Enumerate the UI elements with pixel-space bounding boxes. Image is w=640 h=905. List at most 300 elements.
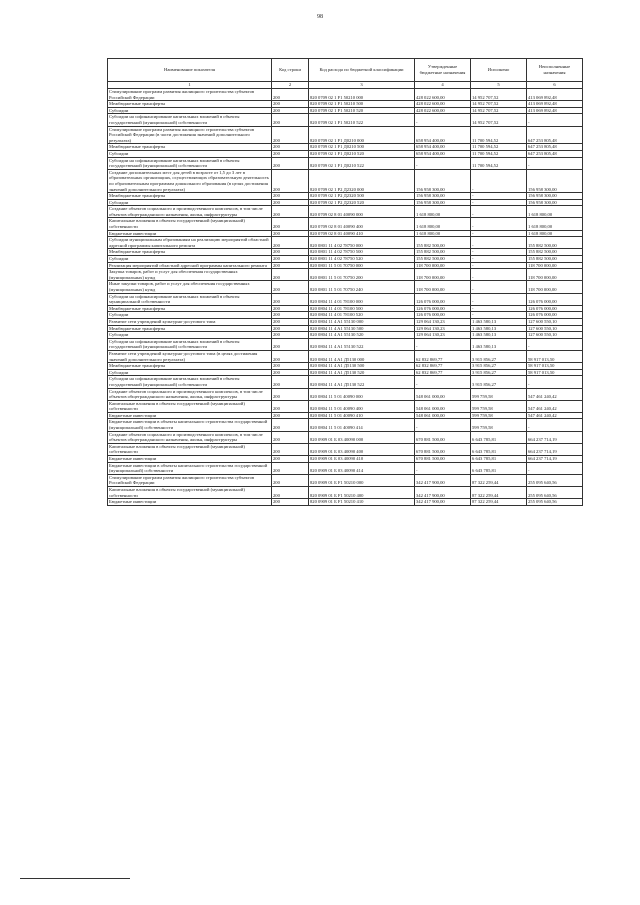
row-budget-code: 820 0709 02 1 P2 Д2320 500 (309, 193, 415, 200)
row-approved: 342 417 900,00 (415, 487, 471, 499)
row-executed: 6 643 785,81 (471, 456, 527, 463)
row-budget-code: 820 0709 02 1 P2 Д2320 520 (309, 199, 415, 206)
row-unexecuted: 155 882 500,00 (527, 249, 583, 256)
row-approved: 118 700 000,00 (415, 269, 471, 281)
row-line-code: 200 (272, 332, 309, 339)
row-budget-code: 820 0804 11 5 01 40090 414 (309, 419, 415, 431)
row-approved: 118 700 000,00 (415, 281, 471, 293)
row-name: Субсидии (108, 312, 272, 319)
row-line-code: 200 (272, 150, 309, 157)
row-name: Субсидии (108, 199, 272, 206)
row-executed: 599 759,58 (471, 388, 527, 400)
row-budget-code: 820 0709 02 8 01 40090 410 (309, 230, 415, 237)
row-unexecuted: 255 095 640,56 (527, 499, 583, 506)
row-unexecuted: 155 882 500,00 (527, 237, 583, 249)
row-unexecuted: 58 917 013,50 (527, 363, 583, 370)
row-unexecuted: 664 237 714,19 (527, 431, 583, 443)
row-name: Реализация мероприятий областной адресной программы капитального ремонта (108, 262, 272, 269)
table-row (108, 305, 583, 312)
row-line-code: 200 (272, 107, 309, 114)
row-executed: 11 700 594,52 (471, 144, 527, 151)
table-row (108, 499, 583, 506)
header-name: Наименование показателя (108, 59, 272, 82)
row-unexecuted: - (527, 376, 583, 388)
row-approved: 658 954 400,00 (415, 144, 471, 151)
row-approved: 548 061 000,00 (415, 388, 471, 400)
row-line-code: 200 (272, 126, 309, 144)
row-name: Развитие сети учреждений культурно-досугового типа (108, 318, 272, 325)
table-row (108, 487, 583, 499)
row-line-code: 200 (272, 157, 309, 169)
row-approved: 126 076 000,00 (415, 312, 471, 319)
row-budget-code: 820 0909 01 Б F1 50210 410 (309, 499, 415, 506)
row-name: Межбюджетные трансферты (108, 305, 272, 312)
row-budget-code: 820 0801 11 5 01 70750 000 (309, 262, 415, 269)
page-number: 98 (317, 14, 323, 20)
table-row (108, 325, 583, 332)
row-executed: - (471, 237, 527, 249)
table-body (108, 89, 583, 506)
row-approved: 155 882 500,00 (415, 249, 471, 256)
row-approved: 155 882 500,00 (415, 237, 471, 249)
row-line-code: 200 (272, 249, 309, 256)
row-approved: 428 022 600,00 (415, 107, 471, 114)
row-approved: 126 076 000,00 (415, 293, 471, 305)
row-name: Закупка товаров, работ и услуг для обеспечения государственных (муниципальных) нужд (108, 269, 272, 281)
row-budget-code: 820 0801 11 5 01 70750 200 (309, 269, 415, 281)
row-executed: - (471, 293, 527, 305)
header-unexecuted: Неисполненные назначения (527, 59, 583, 82)
row-unexecuted: 1 618 800,00 (527, 218, 583, 230)
row-executed: - (471, 249, 527, 256)
table-row (108, 169, 583, 192)
row-approved: 118 700 000,00 (415, 262, 471, 269)
row-unexecuted: 126 076 000,00 (527, 293, 583, 305)
row-approved: 62 832 869,77 (415, 369, 471, 376)
header-line-code: Код строки (272, 59, 309, 82)
table-row (108, 101, 583, 108)
row-line-code: 200 (272, 419, 309, 431)
row-unexecuted: 664 237 714,19 (527, 456, 583, 463)
row-name: Капитальные вложения в объекты государственной (муниципальной) собственности (108, 487, 272, 499)
row-budget-code: 820 0709 02 1 F1 Д0210 522 (309, 157, 415, 169)
table-row (108, 400, 583, 412)
row-approved: - (415, 462, 471, 474)
row-unexecuted: - (527, 114, 583, 126)
row-name: Развитие сети учреждений культурно-досугового типа (в целях достижения значений дополнительного результата) (108, 350, 272, 362)
row-line-code: 200 (272, 312, 309, 319)
row-budget-code: 820 0709 02 8 01 40090 400 (309, 218, 415, 230)
row-budget-code: 820 0804 11 4 A1 Д5130 522 (309, 376, 415, 388)
row-approved: - (415, 338, 471, 350)
column-number-row (108, 82, 583, 89)
row-approved: 670 881 500,00 (415, 443, 471, 455)
row-budget-code: 820 0801 11 5 01 70750 240 (309, 281, 415, 293)
row-executed: 3 915 856,27 (471, 376, 527, 388)
table-row (108, 350, 583, 362)
column-number: 3 (309, 82, 415, 89)
table-row (108, 338, 583, 350)
row-name: Иные закупки товаров, работ и услуг для обеспечения государственных (муниципальных) нужд (108, 281, 272, 293)
row-executed: - (471, 218, 527, 230)
table-row (108, 262, 583, 269)
row-budget-code: 820 0709 02 1 F1 50210 000 (309, 89, 415, 101)
table-row (108, 431, 583, 443)
table-row (108, 412, 583, 419)
row-budget-code: 820 0709 02 1 F1 Д0210 000 (309, 126, 415, 144)
row-unexecuted: 255 095 640,56 (527, 487, 583, 499)
row-budget-code: 820 0804 11 4 01 78100 520 (309, 312, 415, 319)
row-approved: - (415, 114, 471, 126)
row-executed: 14 952 707,52 (471, 114, 527, 126)
row-unexecuted: 547 461 240,42 (527, 388, 583, 400)
row-budget-code: 820 0804 11 4 A1 55130 000 (309, 318, 415, 325)
row-approved: 156 958 300,00 (415, 169, 471, 192)
row-executed: 3 915 856,27 (471, 350, 527, 362)
row-line-code: 200 (272, 388, 309, 400)
row-executed: - (471, 169, 527, 192)
row-unexecuted: 156 958 300,00 (527, 169, 583, 192)
row-executed: 87 322 259,44 (471, 499, 527, 506)
row-approved: 155 882 500,00 (415, 256, 471, 263)
row-budget-code: 820 0804 11 5 01 40090 410 (309, 412, 415, 419)
row-budget-code: 820 0804 11 4 01 78100 000 (309, 293, 415, 305)
row-executed: 599 759,58 (471, 400, 527, 412)
table-row (108, 419, 583, 431)
row-unexecuted: 118 700 000,00 (527, 269, 583, 281)
row-name: Субсидии на софинансирование капитальных вложений в объекты государственной (муниципальной) собственности (108, 157, 272, 169)
row-line-code: 200 (272, 193, 309, 200)
row-name: Бюджетные инвестиции в объекты капитального строительства государственной (муниципальной) собственности (108, 462, 272, 474)
row-unexecuted: 547 461 240,42 (527, 400, 583, 412)
table-row (108, 256, 583, 263)
row-executed: 6 643 785,81 (471, 443, 527, 455)
table-row (108, 193, 583, 200)
row-budget-code: 820 0804 11 4 A1 55130 522 (309, 338, 415, 350)
row-executed: 6 643 785,81 (471, 431, 527, 443)
row-approved: 129 064 130,23 (415, 332, 471, 339)
row-approved: 1 618 800,00 (415, 206, 471, 218)
row-name: Бюджетные инвестиции (108, 499, 272, 506)
row-line-code: 200 (272, 456, 309, 463)
table-row (108, 363, 583, 370)
row-executed: 87 322 259,44 (471, 474, 527, 486)
table-row (108, 456, 583, 463)
row-unexecuted: 647 253 805,48 (527, 126, 583, 144)
row-approved: 428 022 600,00 (415, 89, 471, 101)
row-executed: 1 463 580,13 (471, 338, 527, 350)
row-name: Бюджетные инвестиции (108, 230, 272, 237)
row-executed: - (471, 199, 527, 206)
row-unexecuted: - (527, 462, 583, 474)
row-line-code: 200 (272, 400, 309, 412)
row-line-code: 200 (272, 443, 309, 455)
row-budget-code: 820 0909 01 Б F1 50210 400 (309, 487, 415, 499)
table-row (108, 89, 583, 101)
row-budget-code: 820 0801 11 4 02 78750 500 (309, 249, 415, 256)
row-line-code: 200 (272, 256, 309, 263)
table-row (108, 293, 583, 305)
row-budget-code: 820 0804 11 4 A1 Д5130 500 (309, 363, 415, 370)
row-executed: - (471, 305, 527, 312)
row-line-code: 200 (272, 230, 309, 237)
row-unexecuted: 413 069 892,48 (527, 107, 583, 114)
row-executed: 87 322 259,44 (471, 487, 527, 499)
row-budget-code: 820 0801 11 4 02 78750 520 (309, 256, 415, 263)
row-name: Создание объектов социального и производственного комплексов, в том числе объектов общегражданского назначения, жилья, инфраструктуры (108, 388, 272, 400)
row-line-code: 200 (272, 237, 309, 249)
row-line-code: 200 (272, 89, 309, 101)
row-approved: 129 064 130,23 (415, 325, 471, 332)
table-row (108, 199, 583, 206)
table-row (108, 369, 583, 376)
row-executed: 14 952 707,52 (471, 101, 527, 108)
row-approved: 658 954 400,00 (415, 126, 471, 144)
row-executed: 1 463 580,13 (471, 318, 527, 325)
header-row (108, 59, 583, 82)
row-unexecuted: 1 618 800,00 (527, 230, 583, 237)
row-name: Межбюджетные трансферты (108, 144, 272, 151)
row-line-code: 200 (272, 462, 309, 474)
row-line-code: 200 (272, 376, 309, 388)
row-budget-code: 820 0804 11 4 A1 55130 500 (309, 325, 415, 332)
row-budget-code: 820 0804 11 5 01 40090 400 (309, 400, 415, 412)
row-unexecuted: 58 917 013,50 (527, 350, 583, 362)
table-row (108, 376, 583, 388)
row-line-code: 200 (272, 293, 309, 305)
table-row (108, 144, 583, 151)
row-approved: 548 061 000,00 (415, 400, 471, 412)
table-row (108, 443, 583, 455)
row-line-code: 200 (272, 199, 309, 206)
row-executed: - (471, 312, 527, 319)
row-executed: 599 759,58 (471, 419, 527, 431)
table-row (108, 230, 583, 237)
row-line-code: 200 (272, 206, 309, 218)
row-name: Стимулирование программ развития жилищного строительства субъектов Российской Федерации (в части достижения значений дополнительного результата) (108, 126, 272, 144)
row-executed: - (471, 281, 527, 293)
header-executed: Исполнено (471, 59, 527, 82)
row-line-code: 200 (272, 281, 309, 293)
row-executed: - (471, 269, 527, 281)
table-row (108, 150, 583, 157)
row-line-code: 200 (272, 305, 309, 312)
row-name: Капитальные вложения в объекты государственной (муниципальной) собственности (108, 400, 272, 412)
row-name: Стимулирование программ развития жилищного строительства субъектов Российской Федерации (108, 89, 272, 101)
row-unexecuted: - (527, 419, 583, 431)
row-executed: 599 759,58 (471, 412, 527, 419)
row-line-code: 200 (272, 431, 309, 443)
row-budget-code: 820 0709 02 1 F1 Д0210 500 (309, 144, 415, 151)
row-approved: 342 417 900,00 (415, 499, 471, 506)
row-unexecuted: 1 618 800,00 (527, 206, 583, 218)
row-name: Капитальные вложения в объекты государственной (муниципальной) собственности (108, 443, 272, 455)
row-name: Бюджетные инвестиции в объекты капитального строительства государственной (муниципальной) собственности (108, 419, 272, 431)
row-approved: 156 958 300,00 (415, 193, 471, 200)
column-number: 5 (471, 82, 527, 89)
row-approved: 1 618 800,00 (415, 218, 471, 230)
row-name: Создание объектов социального и производственного комплексов, в том числе объектов общегражданского назначения, жилья, инфраструктуры (108, 206, 272, 218)
row-unexecuted: 127 600 550,10 (527, 325, 583, 332)
row-approved: - (415, 419, 471, 431)
row-budget-code: 820 0709 02 1 F1 50210 500 (309, 101, 415, 108)
row-budget-code: 820 0804 11 5 01 40090 000 (309, 388, 415, 400)
row-approved: 428 022 600,00 (415, 101, 471, 108)
table-row (108, 249, 583, 256)
row-unexecuted: 413 069 892,48 (527, 89, 583, 101)
header-budget-code: Код расхода по бюджетной классификации (309, 59, 415, 82)
row-approved: 658 954 400,00 (415, 150, 471, 157)
row-name: Капитальные вложения в объекты государственной (муниципальной) собственности (108, 218, 272, 230)
row-name: Субсидии на софинансирование капитальных вложений в объекты государственной (муниципальной) собственности (108, 376, 272, 388)
row-name: Создание дополнительных мест для детей в возрасте от 1,5 до 3 лет в образовательных организациях, осуществляющих образовательную деятельность по образовательным программам дошкольного образования (в целях достижения значений дополнительного результата) (108, 169, 272, 192)
row-executed: - (471, 230, 527, 237)
row-approved: 670 881 500,00 (415, 431, 471, 443)
row-line-code: 200 (272, 350, 309, 362)
row-unexecuted: 255 095 640,56 (527, 474, 583, 486)
row-name: Субсидии (108, 107, 272, 114)
table-row (108, 107, 583, 114)
row-line-code: 200 (272, 262, 309, 269)
row-unexecuted: 118 700 000,00 (527, 262, 583, 269)
row-unexecuted: 126 076 000,00 (527, 305, 583, 312)
row-name: Межбюджетные трансферты (108, 101, 272, 108)
row-unexecuted: 156 958 300,00 (527, 193, 583, 200)
row-name: Субсидии (108, 150, 272, 157)
row-budget-code: 820 0909 01 Б 03 40090 410 (309, 456, 415, 463)
row-executed: - (471, 262, 527, 269)
row-budget-code: 820 0709 02 1 P2 Д2320 000 (309, 169, 415, 192)
table-row (108, 332, 583, 339)
row-line-code: 200 (272, 218, 309, 230)
row-executed: - (471, 256, 527, 263)
row-budget-code: 820 0709 02 1 F1 50210 522 (309, 114, 415, 126)
row-name: Стимулирование программ развития жилищного строительства субъектов Российской Федерации (108, 474, 272, 486)
row-name: Бюджетные инвестиции (108, 412, 272, 419)
row-unexecuted: 126 076 000,00 (527, 312, 583, 319)
row-line-code: 200 (272, 114, 309, 126)
row-approved: 62 832 869,77 (415, 350, 471, 362)
row-budget-code: 820 0804 11 4 A1 Д5130 520 (309, 369, 415, 376)
row-name: Межбюджетные трансферты (108, 325, 272, 332)
row-executed: 3 915 856,27 (471, 369, 527, 376)
row-line-code: 200 (272, 338, 309, 350)
row-budget-code: 820 0801 11 4 02 78750 000 (309, 237, 415, 249)
row-executed: 11 700 594,52 (471, 126, 527, 144)
row-approved: - (415, 157, 471, 169)
row-line-code: 200 (272, 169, 309, 192)
row-unexecuted: 547 461 240,42 (527, 412, 583, 419)
row-executed: - (471, 206, 527, 218)
row-approved: 670 881 500,00 (415, 456, 471, 463)
row-budget-code: 820 0804 11 4 01 78100 500 (309, 305, 415, 312)
row-approved: 342 417 900,00 (415, 474, 471, 486)
row-approved: 62 832 869,77 (415, 363, 471, 370)
row-executed: 1 463 580,13 (471, 325, 527, 332)
row-line-code: 200 (272, 101, 309, 108)
row-unexecuted: 58 917 013,50 (527, 369, 583, 376)
row-executed: - (471, 193, 527, 200)
row-approved: 129 064 130,23 (415, 318, 471, 325)
footer-rule (20, 878, 130, 879)
row-name: Межбюджетные трансферты (108, 249, 272, 256)
row-name: Субсидии на софинансирование капитальных вложений в объекты государственной (муниципальной) собственности (108, 114, 272, 126)
row-unexecuted: - (527, 157, 583, 169)
row-budget-code: 820 0909 01 Б 03 40090 000 (309, 431, 415, 443)
row-budget-code: 820 0709 02 1 F1 50210 520 (309, 107, 415, 114)
row-executed: 11 700 594,52 (471, 150, 527, 157)
table-row (108, 237, 583, 249)
row-line-code: 200 (272, 325, 309, 332)
row-line-code: 200 (272, 144, 309, 151)
column-number: 6 (527, 82, 583, 89)
row-unexecuted: 647 253 805,48 (527, 150, 583, 157)
row-unexecuted: - (527, 338, 583, 350)
column-number: 4 (415, 82, 471, 89)
row-name: Субсидии (108, 332, 272, 339)
row-name: Создание объектов социального и производственного комплексов, в том числе объектов общегражданского назначения, жилья, инфраструктуры (108, 431, 272, 443)
row-name: Субсидии на софинансирование капитальных вложений в объекты муниципальной собственности (108, 293, 272, 305)
row-executed: 6 643 785,81 (471, 462, 527, 474)
table-row (108, 318, 583, 325)
row-unexecuted: 647 253 805,48 (527, 144, 583, 151)
row-name: Межбюджетные трансферты (108, 193, 272, 200)
row-unexecuted: 118 700 000,00 (527, 281, 583, 293)
row-line-code: 200 (272, 369, 309, 376)
table-row (108, 388, 583, 400)
row-line-code: 200 (272, 318, 309, 325)
budget-table (107, 58, 583, 506)
row-name: Межбюджетные трансферты (108, 363, 272, 370)
row-executed: 11 700 594,52 (471, 157, 527, 169)
table-row (108, 218, 583, 230)
row-unexecuted: 664 237 714,19 (527, 443, 583, 455)
table-row (108, 281, 583, 293)
row-unexecuted: 155 882 500,00 (527, 256, 583, 263)
table-row (108, 474, 583, 486)
table-row (108, 157, 583, 169)
row-budget-code: 820 0709 02 1 F1 Д0210 520 (309, 150, 415, 157)
table-row (108, 206, 583, 218)
row-line-code: 200 (272, 474, 309, 486)
header-approved: Утвержденные бюджетные назначения (415, 59, 471, 82)
row-unexecuted: 127 600 550,10 (527, 332, 583, 339)
row-approved: 126 076 000,00 (415, 305, 471, 312)
row-name: Субсидии (108, 256, 272, 263)
row-executed: 14 952 707,52 (471, 89, 527, 101)
row-line-code: 200 (272, 363, 309, 370)
row-budget-code: 820 0909 01 Б 03 40090 400 (309, 443, 415, 455)
table-row (108, 462, 583, 474)
row-approved: 1 618 800,00 (415, 230, 471, 237)
row-budget-code: 820 0804 11 4 A1 55130 520 (309, 332, 415, 339)
row-line-code: 200 (272, 412, 309, 419)
table-row (108, 114, 583, 126)
row-budget-code: 820 0909 01 Б 03 40090 414 (309, 462, 415, 474)
row-unexecuted: 413 069 892,48 (527, 101, 583, 108)
column-number: 1 (108, 82, 272, 89)
row-executed: 1 463 580,13 (471, 332, 527, 339)
table-row (108, 126, 583, 144)
row-name: Субсидии на софинансирование капитальных вложений в объекты государственной (муниципальной) собственности (108, 338, 272, 350)
row-line-code: 200 (272, 269, 309, 281)
row-name: Субсидии муниципальным образованиям на реализацию мероприятий областной адресной программы капитального ремонта (108, 237, 272, 249)
row-executed: 3 915 856,27 (471, 363, 527, 370)
row-line-code: 200 (272, 487, 309, 499)
row-unexecuted: 156 958 300,00 (527, 199, 583, 206)
table-row (108, 269, 583, 281)
row-name: Субсидии (108, 369, 272, 376)
